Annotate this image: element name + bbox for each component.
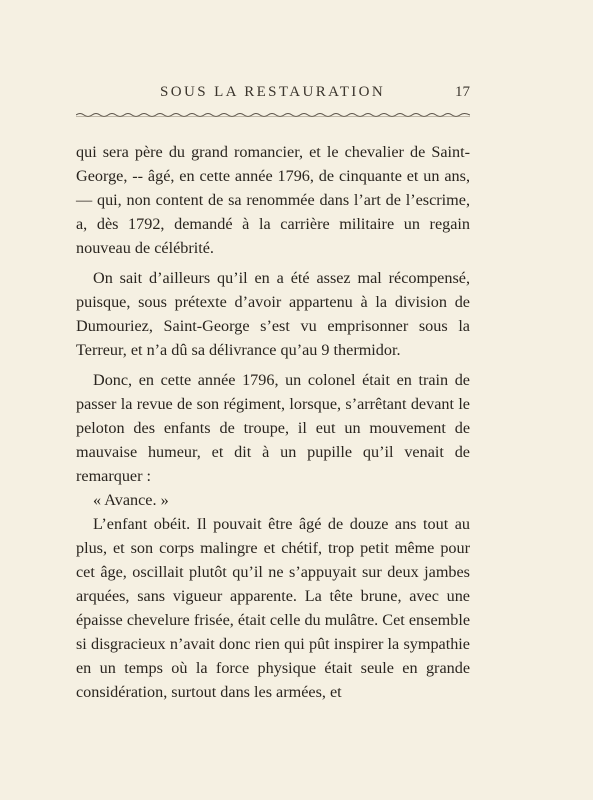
body-text (76, 140, 470, 704)
dialogue-line: « Avance. » (93, 491, 169, 509)
paragraph-4: L’enfant obéit. Il pouvait être âgé de douze ans tout au plus, et son corps malingre et chétif, trop petit même pour cet âge, oscillait plutôt qu’il ne s’appuyait sur deux jambes arquées, sans vigueur apparente. La tête brune, avec une épaisse chevelure frisée, était celle du mulâtre. Cet ensemble si disgracieux n’avait donc rien qui pût inspirer la sympathie en un temps où la force physique était seule en grande considération, surtout dans les armées, et (76, 515, 470, 701)
paragraph-1: qui sera père du grand romancier, et le chevalier de Saint-George, -- âgé, en cette année 1796, de cinquante et un ans, — qui, non content de sa renommée dans l’art de l’escrime, a, dès 1792, demandé à la carrière militaire un regain nouveau de célébrité. (76, 143, 470, 257)
paragraph-2: On sait d’ailleurs qu’il en a été assez mal récompensé, puisque, sous prétexte d’avoir appartenu à la division de Dumouriez, Saint-George s’est vu emprisonner sous la Terreur, et n’a dû sa délivrance qu’au 9 thermidor. (76, 269, 470, 359)
paragraph-3: Donc, en cette année 1796, un colonel était en train de passer la revue de son régiment, lorsque, s’arrêtant devant le peloton des enfants de troupe, il eut un mouvement de mauvaise humeur, et dit à un pupille qu’il venait de remarquer : (76, 371, 470, 485)
running-title: SOUS LA RESTAURATION (160, 84, 386, 100)
page-number: 17 (455, 84, 470, 100)
page-header (76, 84, 470, 108)
ornamental-wavy-rule (76, 112, 470, 118)
